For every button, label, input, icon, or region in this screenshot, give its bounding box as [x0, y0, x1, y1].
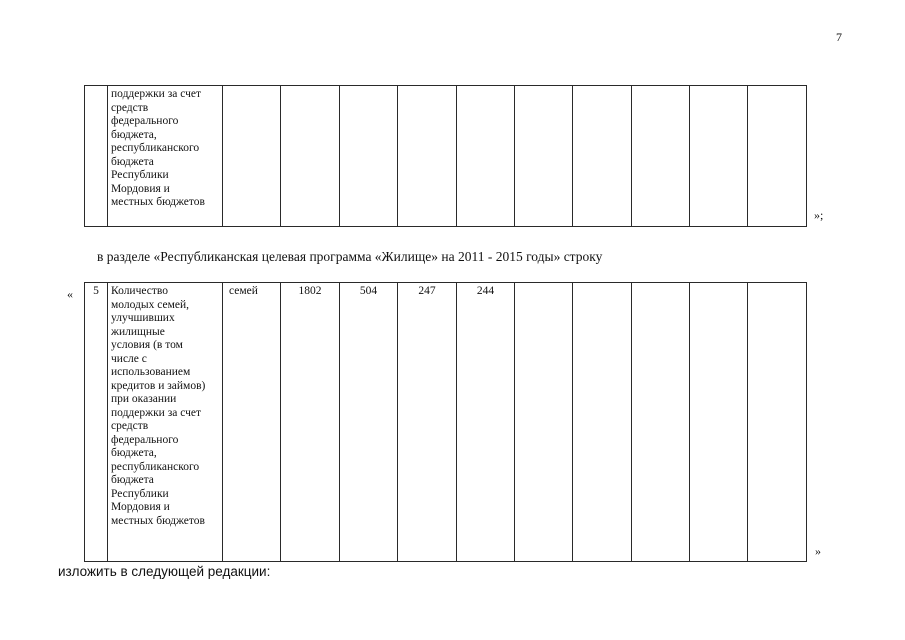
description-line: молодых семей,: [111, 298, 189, 311]
table-fragment-top: [84, 85, 807, 227]
description-line: средств: [111, 420, 149, 432]
description-line: бюджета,: [111, 128, 157, 141]
page-number: 7: [836, 30, 842, 44]
description-line: средств: [111, 101, 149, 114]
description-line: бюджета,: [111, 447, 157, 459]
description-line: условия (в том: [111, 339, 183, 351]
description-line: при оказании: [111, 393, 177, 405]
value-cell: 1802: [281, 283, 340, 562]
empty-cell: [223, 86, 281, 227]
value-cell: 247: [398, 283, 457, 562]
description-line: Мордовия и: [111, 501, 170, 513]
description-line: бюджета: [111, 155, 154, 168]
description-line: Количество: [111, 285, 168, 297]
description-line: улучшивших: [111, 312, 175, 324]
table-row: [85, 283, 807, 562]
value-cell: [573, 283, 632, 562]
description-line: республиканского: [111, 142, 200, 154]
closing-quote-mark: »: [815, 544, 821, 558]
value-cell: [632, 283, 690, 562]
description-cell: [108, 283, 223, 562]
empty-cell: [281, 86, 340, 227]
table-row-5: [84, 282, 807, 562]
empty-cell: [398, 86, 457, 227]
empty-cell: [690, 86, 748, 227]
description-line: поддержки за счет: [111, 88, 202, 100]
description-line: местных бюджетов: [111, 514, 205, 527]
empty-cell: [457, 86, 515, 227]
row-index-cell: [85, 86, 108, 227]
section-text: в разделе «Республиканская целевая программа «Жилище» на 2011 - 2015 годы» строку: [97, 249, 603, 264]
value-cell: [515, 283, 573, 562]
value-cell: 504: [340, 283, 398, 562]
description-line: числе с: [111, 352, 147, 365]
description-cell: [108, 86, 223, 227]
description-line: Мордовия и: [111, 182, 170, 195]
empty-cell: [632, 86, 690, 227]
description-line: федерального: [111, 115, 179, 127]
empty-cell: [573, 86, 632, 227]
description-line: поддержки за счет: [111, 406, 202, 419]
opening-quote-mark: «: [67, 287, 73, 301]
empty-cell: [515, 86, 573, 227]
description-line: местных бюджетов: [111, 196, 205, 208]
description-line: жилищные: [111, 325, 165, 338]
description-line: Республики: [111, 487, 169, 500]
description-line: Республики: [111, 169, 169, 181]
description-line: кредитов и займов): [111, 379, 206, 392]
description-line: использованием: [111, 366, 191, 378]
closing-quote-mark: »;: [814, 208, 824, 222]
unit-cell: семей: [223, 283, 281, 562]
footer-text: изложить в следующей редакции:: [58, 564, 271, 579]
description-line: республиканского: [111, 460, 200, 473]
empty-cell: [340, 86, 398, 227]
row-index-cell: 5: [85, 283, 108, 562]
table-row: [85, 86, 807, 227]
value-cell: 244: [457, 283, 515, 562]
empty-cell: [748, 86, 807, 227]
description-line: федерального: [111, 433, 179, 446]
value-cell: [690, 283, 748, 562]
value-cell: [748, 283, 807, 562]
description-line: бюджета: [111, 474, 154, 486]
